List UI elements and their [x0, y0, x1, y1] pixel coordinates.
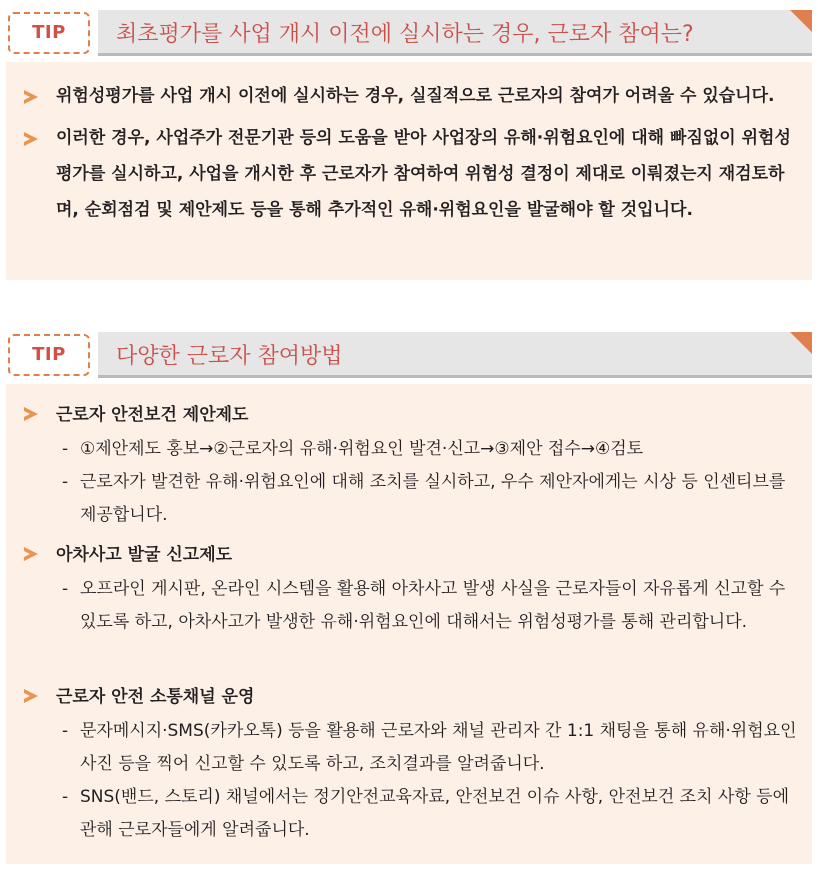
- chevron-arrow-icon: [24, 689, 40, 705]
- section-heading: 아차사고 발굴 신고제도: [56, 545, 233, 565]
- section-heading: 근로자 안전 소통채널 운영: [56, 687, 255, 707]
- tip-title: 다양한 근로자 참여방법: [116, 344, 343, 369]
- tip-item: 이러한 경우, 사업주가 전문기관 등의 도움을 받아 사업장의 유해·위험요인에 대해 빠짐없이 위험성평가를 실시하고, 사업을 개시한 후 근로자가 참여하여 위험성 결정이 제대로 이뤄졌는지 재검토하며, 순회점검 및 제안제도 등을 통해 추가적인 유해·위험요인을 발굴해야 할 것입니다.: [56, 128, 791, 220]
- tip-header: [6, 4, 812, 56]
- tip-header: [6, 326, 812, 378]
- tip-item: 위험성평가를 사업 개시 이전에 실시하는 경우, 실질적으로 근로자의 참여가 어려울 수 있습니다.: [56, 86, 775, 106]
- dash-marker: -: [62, 472, 69, 492]
- chevron-arrow-icon: [24, 90, 40, 106]
- dash-marker: -: [62, 721, 69, 741]
- dash-marker: -: [62, 439, 69, 459]
- sub-item: 오프라인 게시판, 온라인 시스템을 활용해 아차사고 발생 사실을 근로자들이 자유롭게 신고할 수 있도록 하고, 아차사고가 발생한 유해·위험요인에 대해서는 위험성평가를 통해 관리합니다.: [80, 579, 786, 632]
- sub-item: ①제안제도 홍보→②근로자의 유해·위험요인 발견·신고→③제안 접수→④검토: [80, 439, 644, 459]
- tip-label: TIP: [8, 12, 90, 54]
- sub-item: SNS(밴드, 스토리) 채널에서는 정기안전교육자료, 안전보건 이슈 사항, 안전보건 조치 사항 등에 관해 근로자들에게 알려줍니다.: [80, 787, 790, 840]
- dash-marker: -: [62, 579, 69, 599]
- section-heading: 근로자 안전보건 제안제도: [56, 405, 249, 425]
- chevron-arrow-icon: [24, 132, 40, 148]
- folded-corner-icon: [790, 332, 812, 354]
- tip-label: TIP: [8, 334, 90, 376]
- sub-item: 근로자가 발견한 유해·위험요인에 대해 조치를 실시하고, 우수 제안자에게는 시상 등 인센티브를 제공합니다.: [80, 472, 786, 525]
- tip-body: [6, 384, 812, 864]
- sub-item: 문자메시지·SMS(카카오톡) 등을 활용해 근로자와 채널 관리자 간 1:1 채팅을 통해 유해·위험요인 사진 등을 찍어 신고할 수 있도록 하고, 조치결과를 알려줍니다.: [80, 721, 797, 774]
- chevron-arrow-icon: [24, 407, 40, 423]
- tip-box-first-evaluation: [6, 4, 812, 280]
- tip-title: 최초평가를 사업 개시 이전에 실시하는 경우, 근로자 참여는?: [116, 22, 694, 47]
- dash-marker: -: [62, 787, 69, 807]
- tip-body: [6, 62, 812, 280]
- folded-corner-icon: [790, 10, 812, 32]
- tip-box-participation-methods: [6, 326, 812, 864]
- chevron-arrow-icon: [24, 547, 40, 563]
